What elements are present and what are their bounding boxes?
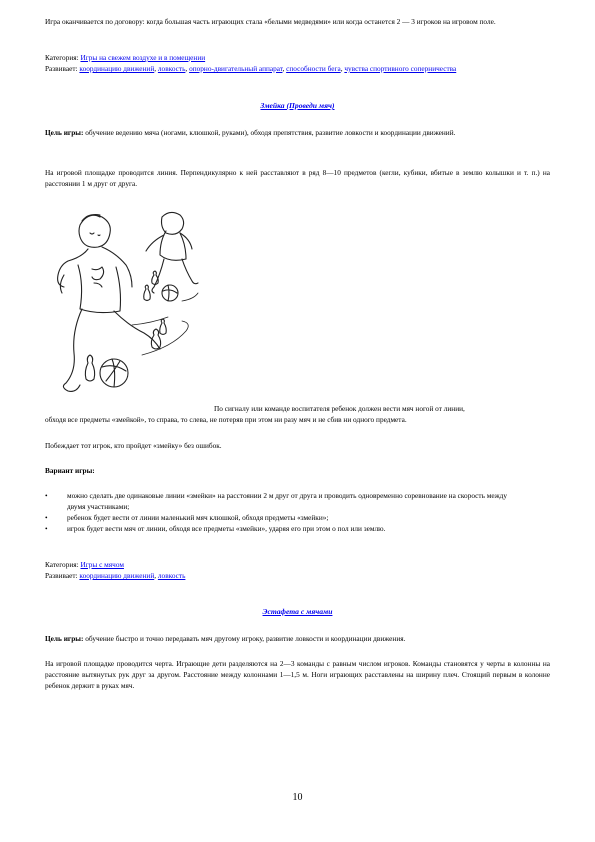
- develops-link[interactable]: координацию движений: [79, 64, 155, 73]
- game-title[interactable]: Змейка (Проведи мяч): [260, 101, 335, 110]
- goal-text: обучение быстро и точно передавать мяч другому игроку, развитие ловкости и координации движения.: [83, 634, 406, 643]
- goal-label: Цель игры:: [45, 634, 84, 643]
- game-signal-first-line: По сигналу или команде воспитателя ребенок должен вести мяч ногой от линии,: [214, 404, 465, 413]
- game-goal: [45, 127, 550, 138]
- develops-link[interactable]: ловкость: [157, 571, 186, 580]
- list-item: • можно сделать две одинаковые линии «змейки» на расстоянии 2 м друг от друга и проводить одновременно соревнование на скорость между двумя участниками;: [45, 491, 508, 511]
- section1-develops: Развивает: координацию движений, ловкость, опорно-двигательный аппарат, способности бега, чувства спортивного соперничества: [45, 64, 457, 73]
- bullet-icon: •: [45, 491, 48, 500]
- top-paragraph: Игра оканчивается по договору: когда большая часть играющих стала «белыми медведями» или когда останется 2 — 3 игроков на игровом поле.: [45, 17, 496, 26]
- develops-link[interactable]: ловкость: [157, 64, 186, 73]
- develops-link[interactable]: координацию движений: [79, 571, 155, 580]
- develops-link[interactable]: чувства спортивного соперничества: [344, 64, 457, 73]
- category-link[interactable]: Игры на свежем воздухе и в помещении: [80, 53, 206, 62]
- game-signal-rest: обходя все предметы «змейкой», то справа, то слева, не потеряв при этом ни разу мяч и не сбив ни одного предмета.: [45, 415, 407, 424]
- goal-label: Цель игры:: [45, 128, 84, 137]
- game-setup: На игровой площадке проводится линия. Перпендикулярно к ней расставляют в ряд 8—10 предметов (кегли, кубики, вбитые в землю колышки и т. п.) на расстоянии 1 м друг от друга.: [45, 168, 550, 188]
- list-item: • игрок будет вести мяч от линии, обходя все предметы «змейки», ударяя его при этом о пол или землю.: [45, 524, 386, 533]
- develops-link[interactable]: опорно-двигательный аппарат: [189, 64, 283, 73]
- variant-label: Вариант игры:: [45, 466, 95, 475]
- page-number: 10: [292, 792, 303, 803]
- game-goal: [45, 633, 550, 644]
- goal-text: обучение ведению мяча (ногами, клюшкой, руками), обходя препятствия, развитие ловкости и координации движений.: [83, 128, 456, 137]
- girl-figure: [146, 212, 198, 293]
- variant-list: [45, 490, 525, 534]
- develops-label: Развивает:: [45, 571, 80, 580]
- category-link[interactable]: Игры с мячом: [80, 560, 124, 569]
- list-item: • ребенок будет вести от линии маленький мяч клюшкой, обходя предметы «змейки»;: [45, 513, 329, 522]
- bullet-icon: •: [45, 513, 48, 522]
- bullet-icon: •: [45, 524, 48, 533]
- develops-link[interactable]: способности бега: [286, 64, 341, 73]
- section1-category: [45, 52, 550, 63]
- game-title[interactable]: Эстафета с мячами: [262, 607, 333, 616]
- boy-figure: [58, 215, 160, 392]
- game-winner: Побеждает тот игрок, кто пройдет «змейку» без ошибок.: [45, 441, 222, 450]
- game-develops: Развивает: координацию движений, ловкость: [45, 571, 186, 580]
- game-setup: На игровой площадке проводится черта. Играющие дети разделяются на 2—3 команды с равным числом игроков. Команды становятся у черты в колонны на расстояние вытянутых рук друг за другом. Расстояние между колоннами 1—1,5 м. Ноги играющих расставлены на ширину плеч. Стоящий первым в колонне ребенок держит в руках мяч.: [45, 659, 550, 690]
- develops-label: Развивает:: [45, 64, 80, 73]
- category-label: Категория:: [45, 560, 81, 569]
- category-label: Категория:: [45, 53, 81, 62]
- children-dribbling-ball-illustration: [42, 205, 207, 410]
- balls: [100, 285, 178, 387]
- game-category: [45, 559, 550, 570]
